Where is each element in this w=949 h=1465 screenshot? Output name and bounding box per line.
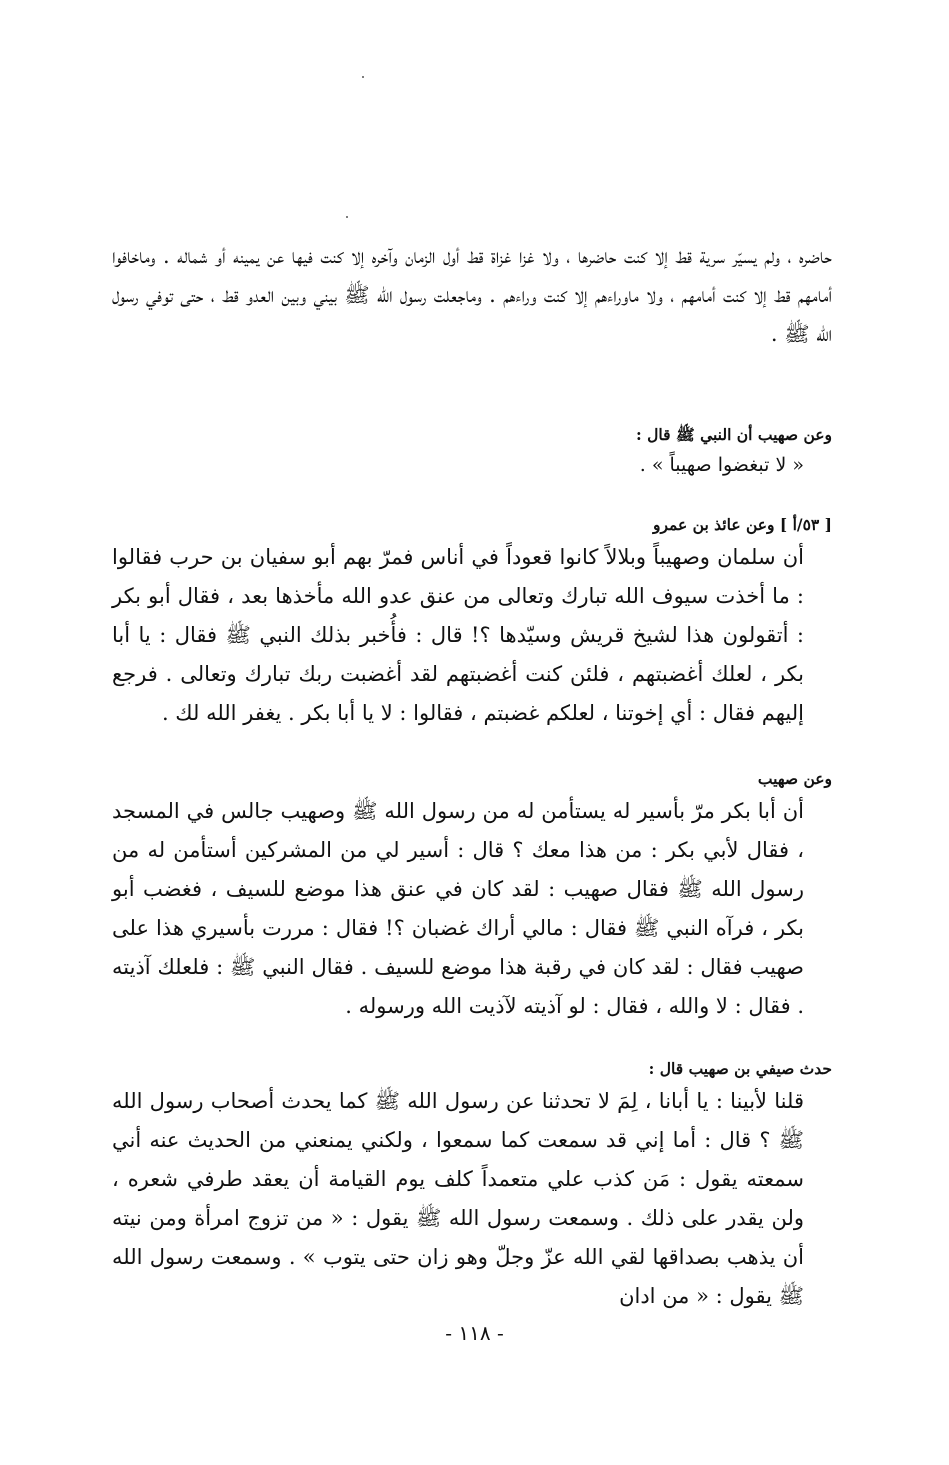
scan-speck bbox=[346, 216, 348, 218]
sayfi-block bbox=[112, 1058, 832, 1316]
paragraph-4: قلنا لأبينا : يا أبانا ، لِمَ لا تحدثنا عن رسول الله ﷺ كما يحدث أصحاب رسول الله ﷺ ؟ قال : أما إني قد سمعت كما سمعوا ، ولكني يمنعني من الحديث عنه أني سمعته يقول : مَن كذب علي متعمداً كلف يوم القيامة أن يعقد طرفي شعره ، ولن يقدر على ذلك . وسمعت رسول الله ﷺ يقول : « من تزوج امرأة ومن نيته أن يذهب بصداقها لقي الله عزّ وجلّ وهو زان حتى يتوب » . وسمعت رسول الله ﷺ يقول : « من ادان bbox=[112, 1089, 804, 1308]
paragraph-1: حاضره ، ولم يسيّر سرية قط إلا كنت حاضرها ، ولا غزا غزاة قط أول الزمان وآخره إلا كنت فيها عن يمينه أو شماله . وماخافوا أمامهم قط إلا كنت أمامهم ، ولا ماوراءهم إلا كنت وراءهم . وماجعلت رسول الله ﷺ بيني وبين العدو قط ، حتى توفي رسول الله ﷺ . bbox=[112, 244, 832, 346]
page-number: - ١١٨ - bbox=[445, 1321, 504, 1345]
aidh-block bbox=[112, 514, 832, 733]
paragraph-1-block bbox=[112, 237, 832, 354]
narration-heading-2: [ ٥٣/أ ] وعن عائذ بن عمرو bbox=[653, 515, 832, 534]
paragraph-2: أن سلمان وصهيباً وبلالاً كانوا قعوداً في أناس فمرّ بهم أبو سفيان بن حرب فقالوا : ما أخذت سيوف الله تبارك وتعالى من عنق عدو الله مأخذها بعد ، فقال أبو بكر : أتقولون هذا لشيخ قريش وسيّدها ؟! قال : فأُخبر بذلك النبي ﷺ فقال : يا أبا بكر ، لعلك أغضبتهم ، فلئن كنت أغضبتهم لقد أغضبت ربك تبارك وتعالى . فرجع إليهم فقال : أي إخوتنا ، لعلكم غضبتم ، فقالوا : لا يا أبا بكر . يغفر الله لك . bbox=[112, 545, 804, 725]
narration-heading-1: وعن صهيب أن النبي ﷺ قال : bbox=[636, 425, 832, 444]
narration-heading-3: وعن صهيب bbox=[757, 769, 832, 788]
narration-heading-4: حدث صيفي بن صهيب قال : bbox=[648, 1059, 832, 1078]
hadith-quote-1: « لا تبغضوا صهيباً » . bbox=[639, 454, 804, 476]
hadith-suhayb-block bbox=[112, 424, 832, 478]
scan-speck bbox=[362, 76, 364, 78]
suhayb-captive-block bbox=[112, 768, 832, 1026]
paragraph-3: أن أبا بكر مرّ بأسير له يستأمن له من رسول الله ﷺ وصهيب جالس في المسجد ، فقال لأبي بكر : من هذا معك ؟ قال : أسير لي من المشركين أستأمن له من رسول الله ﷺ فقال صهيب : لقد كان في عنق هذا موضع للسيف ، فغضب أبو بكر ، فرآه النبي ﷺ فقال : مالي أراك غضبان ؟! فقال : مررت بأسيري هذا على صهيب فقال : لقد كان في رقبة هذا موضع للسيف . فقال النبي ﷺ : فلعلك آذيته . فقال : لا والله ، فقال : لو آذيته لآذيت الله ورسوله . bbox=[112, 799, 804, 1018]
